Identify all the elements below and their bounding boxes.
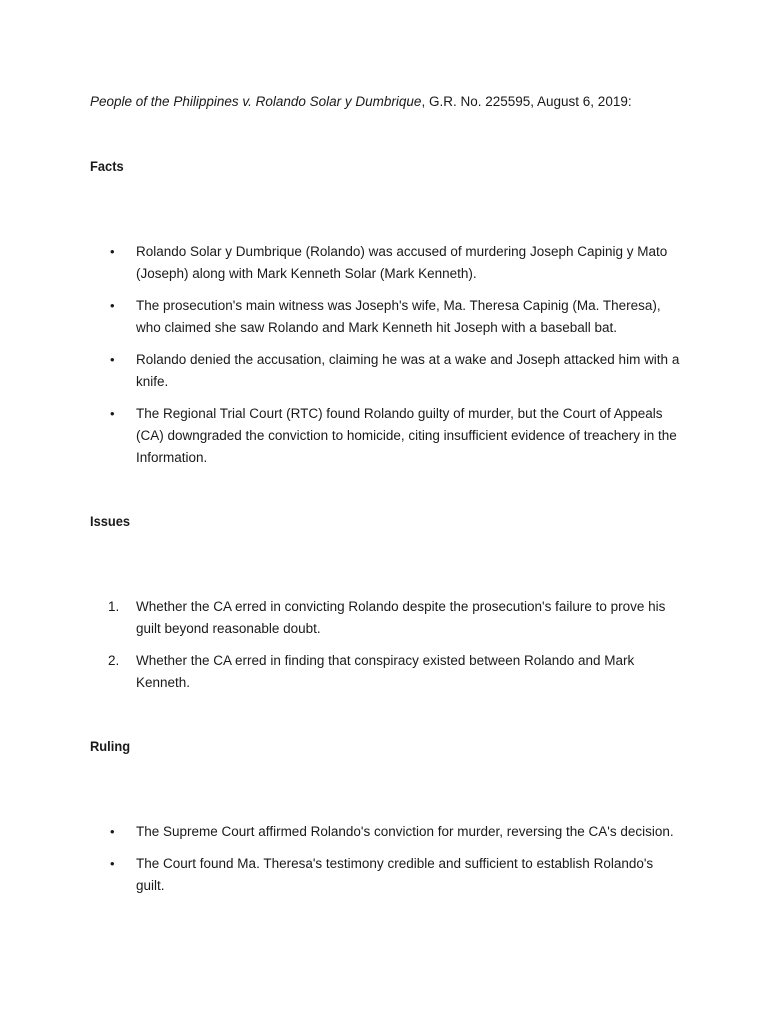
ruling-list — [106, 821, 680, 907]
list-item — [106, 596, 680, 640]
bullet-icon: • — [110, 406, 115, 421]
list-item-text: The prosecution's main witness was Joseph's wife, Ma. Theresa Capinig (Ma. Theresa), who claimed she saw Rolando and Mark Kenneth hit Joseph with a baseball bat. — [136, 298, 661, 335]
list-number: 2. — [108, 653, 120, 668]
facts-heading: Facts — [90, 158, 124, 174]
facts-list — [106, 241, 680, 479]
list-item — [106, 295, 680, 339]
list-item-text: Whether the CA erred in convicting Rolando despite the prosecution's failure to prove his guilt beyond reasonable doubt. — [136, 599, 666, 636]
list-item — [106, 349, 680, 393]
list-item-text: Rolando Solar y Dumbrique (Rolando) was accused of murdering Joseph Capinig y Mato (Joseph) along with Mark Kenneth Solar (Mark Kenneth). — [136, 244, 668, 281]
bullet-icon: • — [110, 244, 115, 259]
case-name: People of the Philippines v. Rolando Solar y Dumbrique — [90, 94, 422, 109]
list-item-text: The Supreme Court affirmed Rolando's conviction for murder, reversing the CA's decision. — [136, 824, 674, 839]
list-item — [106, 650, 680, 694]
ruling-heading: Ruling — [90, 738, 131, 754]
bullet-icon: • — [110, 824, 115, 839]
list-item-text: Whether the CA erred in finding that conspiracy existed between Rolando and Mark Kenneth. — [136, 653, 635, 690]
list-item — [106, 403, 680, 469]
list-item-text: Rolando denied the accusation, claiming he was at a wake and Joseph attacked him with a knife. — [136, 352, 680, 389]
bullet-icon: • — [110, 856, 115, 871]
list-item — [106, 241, 680, 285]
list-item-text: The Court found Ma. Theresa's testimony credible and sufficient to establish Rolando's guilt. — [136, 856, 654, 893]
list-number: 1. — [108, 599, 120, 614]
issues-heading: Issues — [90, 513, 131, 529]
bullet-icon: • — [110, 298, 115, 313]
case-citation — [90, 92, 690, 112]
case-citation-details: , G.R. No. 225595, August 6, 2019: — [421, 94, 632, 109]
issues-list — [106, 596, 680, 704]
bullet-icon: • — [110, 352, 115, 367]
list-item-text: The Regional Trial Court (RTC) found Rolando guilty of murder, but the Court of Appeals (CA) downgraded the conviction to homicide, citing insufficient evidence of treachery in the Information. — [136, 406, 677, 465]
list-item — [106, 853, 680, 897]
list-item — [106, 821, 680, 843]
